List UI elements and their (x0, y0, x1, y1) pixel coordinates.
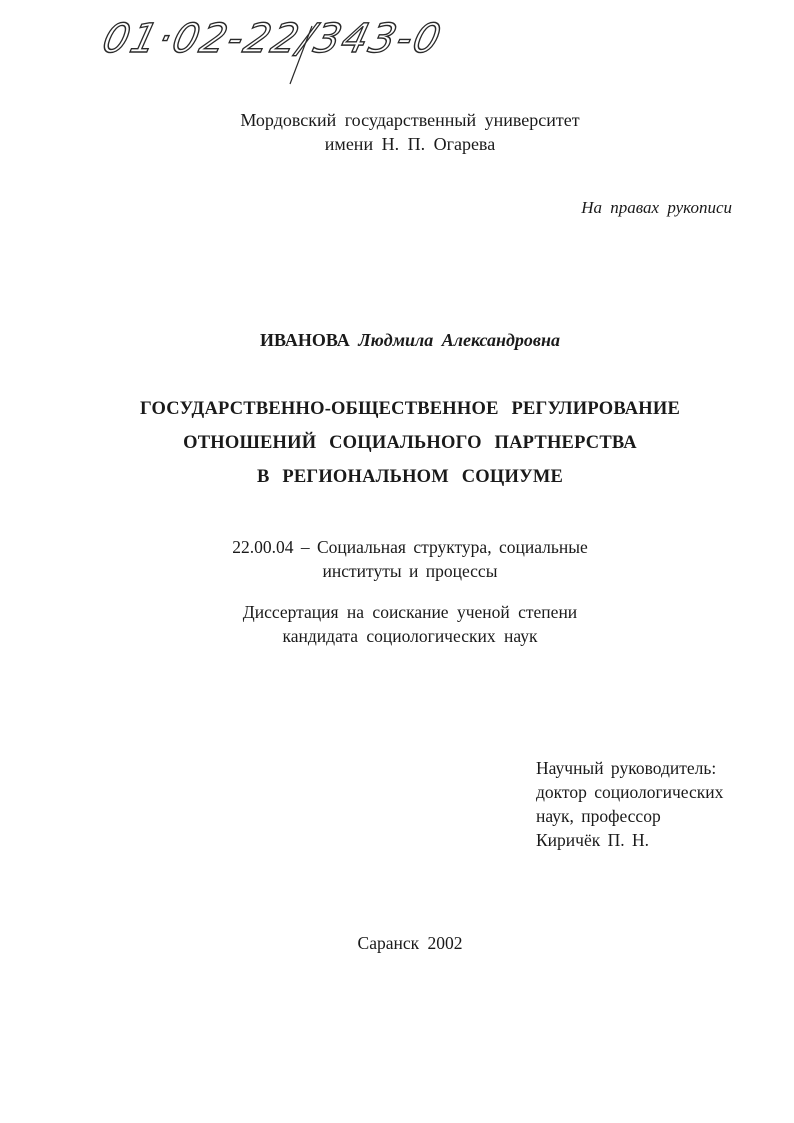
supervisor-title: наук, профессор (536, 806, 661, 826)
supervisor-block (536, 756, 723, 852)
degree-block (0, 600, 794, 648)
specialty-block (0, 535, 794, 583)
university-honorific: имени Н. П. Огарева (324, 134, 496, 154)
supervisor-name: Киричёк П. Н. (536, 830, 649, 850)
city-year: Саранск 2002 (357, 933, 463, 953)
specialty-line-1: 22.00.04 – Социальная структура, социальные (232, 537, 588, 557)
degree-line-2: кандидата социологических наук (282, 626, 538, 646)
archive-number-svg (98, 6, 472, 86)
archive-number-handwritten (98, 6, 472, 86)
title-line-1: ГОСУДАРСТВЕННО-ОБЩЕСТВЕННОЕ РЕГУЛИРОВАНИЕ (139, 399, 681, 419)
author-block (0, 330, 794, 351)
supervisor-degree: доктор социологических (536, 782, 724, 802)
dissertation-title (0, 392, 794, 494)
manuscript-rights: На правах рукописи (581, 198, 732, 217)
title-line-3: В РЕГИОНАЛЬНОМ СОЦИУМЕ (256, 467, 564, 487)
specialty-line-2: институты и процессы (322, 561, 498, 581)
title-line-2: ОТНОШЕНИЙ СОЦИАЛЬНОГО ПАРТНЕРСТВА (183, 433, 637, 453)
supervisor-label: Научный руководитель: (536, 758, 717, 778)
archive-number-text: 01·02-22/343-0 (98, 14, 448, 62)
university-block (0, 108, 794, 156)
degree-line-1: Диссертация на соискание ученой степени (242, 602, 578, 622)
university-name: Мордовский государственный университет (240, 110, 580, 130)
author-given-names: Людмила Александровна (358, 330, 560, 350)
author-surname: ИВАНОВА (260, 330, 350, 350)
